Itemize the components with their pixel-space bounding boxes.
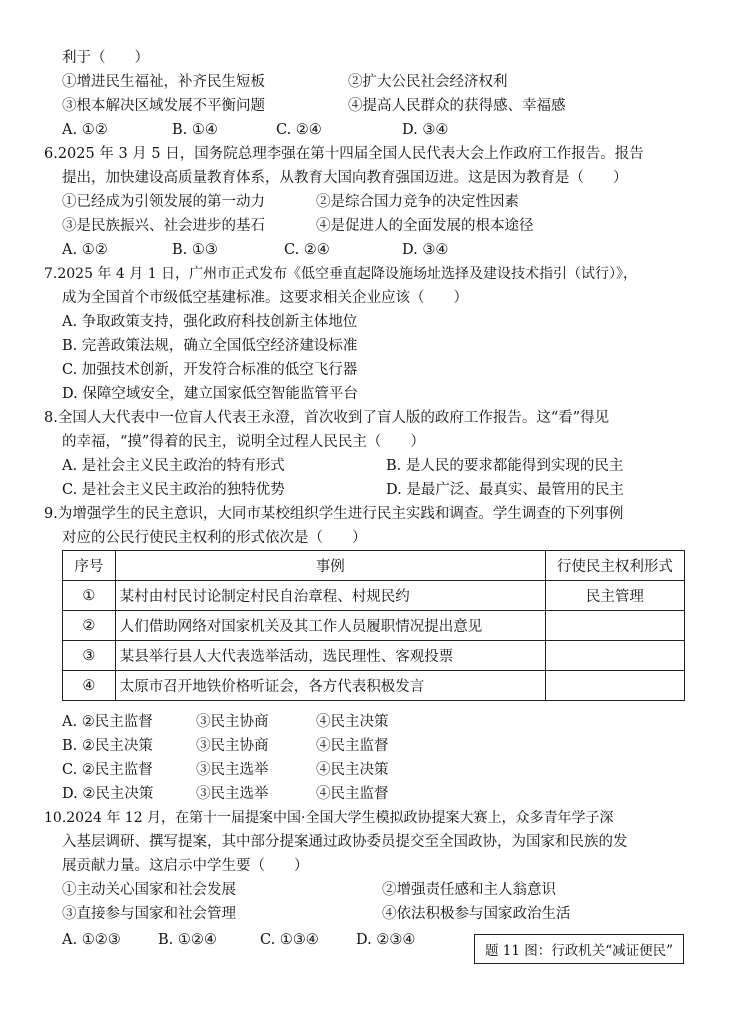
q10-option-1: ①主动关心国家和社会发展 [62,882,236,898]
q8-option-a: A. 是社会主义民主政治的特有形式 [62,458,285,474]
q10-option-3: ③直接参与国家和社会管理 [62,906,236,922]
q10-choice-b: B. ①②④ [158,932,217,948]
q9-row-form [545,641,684,671]
table-row [63,581,685,611]
q6-choice-d: D. ③④ [402,242,449,258]
table-row [63,641,685,671]
table-row [63,611,685,641]
q7-option-a: A. 争取政策支持，强化政府科技创新主体地位 [62,314,358,330]
q9-option-b-part1: B. ②民主决策 [62,738,153,754]
q5-choice-c: C. ②④ [276,122,322,138]
q6-choice-a: A. ①② [62,242,108,258]
q5-option-4: ④提高人民群众的获得感、幸福感 [348,98,566,114]
q9-row-event: 人们借助网络对国家机关及其工作人员履职情况提出意见 [115,611,545,641]
q5-choice-d: D. ③④ [402,122,449,138]
q9-table [62,550,685,701]
q7-stem-line1: 7.2025 年 4 月 1 日，广州市正式发布《低空垂直起降设施场址选择及建设技术指引（试行）》， [44,266,638,282]
q9-row-number: ④ [63,671,116,701]
q9-row-form [545,671,684,701]
q7-option-d: D. 保障空域安全，建立国家低空智能监管平台 [62,386,358,402]
q10-stem-line1: 10.2024 年 12 月，在第十一届提案中国·全国大学生模拟政协提案大赛上，众多青年学子深 [44,810,614,826]
q9-header-form: 行使民主权利形式 [545,551,684,581]
q9-stem-line2: 对应的公民行使民主权利的形式依次是（ ） [62,530,367,546]
q10-choice-d: D. ②③④ [356,932,416,948]
q9-row-event: 某村由村民讨论制定村民自治章程、村规民约 [115,581,545,611]
q5-stem-tail: 利于（ ） [62,50,149,66]
q9-header-number: 序号 [63,551,116,581]
q10-choice-c: C. ①③④ [260,932,319,948]
q9-option-a-part2: ③民主协商 [196,714,269,730]
q10-option-2: ②增强责任感和主人翁意识 [382,882,556,898]
q6-choice-b: B. ①③ [172,242,218,258]
q9-row-number: ③ [63,641,116,671]
q9-option-a-part1: A. ②民主监督 [62,714,153,730]
q9-option-a-part3: ④民主决策 [316,714,389,730]
q5-option-3: ③根本解决区域发展不平衡问题 [62,98,265,114]
q8-option-d: D. 是最广泛、最真实、最管用的民主 [386,482,624,498]
q9-row-event: 某县举行县人大代表选举活动，选民理性、客观投票 [115,641,545,671]
q9-option-d-part1: D. ②民主决策 [62,786,154,802]
q9-row-form [545,611,684,641]
q9-row-form: 民主管理 [545,581,684,611]
q9-row-number: ① [63,581,116,611]
table-row [63,671,685,701]
q9-row-event: 太原市召开地铁价格听证会，各方代表积极发言 [115,671,545,701]
q9-table-header [63,551,685,581]
q8-stem-line2: 的幸福，“摸”得着的民主，说明全过程人民民主（ ） [62,434,425,450]
q9-option-b-part2: ③民主协商 [196,738,269,754]
q6-option-3: ③是民族振兴、社会进步的基石 [62,218,265,234]
q9-option-c-part1: C. ②民主监督 [62,762,153,778]
q5-choice-a: A. ①② [62,122,108,138]
q9-option-b-part3: ④民主监督 [316,738,389,754]
q9-row-number: ② [63,611,116,641]
q7-option-b: B. 完善政策法规，确立全国低空经济建设标准 [62,338,358,354]
q6-stem-line2: 提出，加快建设高质量教育体系，从教育大国向教育强国迈进。这是因为教育是（ ） [62,170,628,186]
q7-stem-line2: 成为全国首个市级低空基建标准。这要求相关企业应该（ ） [62,290,468,306]
q9-option-c-part2: ③民主选举 [196,762,269,778]
q8-option-c: C. 是社会主义民主政治的独特优势 [62,482,285,498]
q10-stem-line3: 展贡献力量。这启示中学生要（ ） [62,858,309,874]
q9-option-c-part3: ④民主决策 [316,762,389,778]
figure-11-caption: 题 11 图：行政机关“减证便民” [474,934,684,964]
q5-option-1: ①增进民生福祉，补齐民生短板 [62,74,265,90]
q9-option-d-part2: ③民主选举 [196,786,269,802]
q6-option-2: ②是综合国力竞争的决定性因素 [316,194,519,210]
q6-stem-line1: 6.2025 年 3 月 5 日，国务院总理李强在第十四届全国人民代表大会上作政府工作报告。报告 [44,146,644,162]
q6-option-4: ④是促进人的全面发展的根本途径 [316,218,534,234]
q9-option-d-part3: ④民主监督 [316,786,389,802]
q10-option-4: ④依法积极参与国家政治生活 [382,906,571,922]
q10-choice-a: A. ①②③ [62,932,121,948]
q5-choice-b: B. ①④ [172,122,218,138]
q9-stem-line1: 9.为增强学生的民主意识，大同市某校组织学生进行民主实践和调查。学生调查的下列事例 [44,506,624,522]
q5-option-2: ②扩大公民社会经济权利 [348,74,508,90]
q7-option-c: C. 加强技术创新，开发符合标准的低空飞行器 [62,362,358,378]
q8-option-b: B. 是人民的要求都能得到实现的民主 [386,458,624,474]
q9-header-event: 事例 [115,551,545,581]
q6-option-1: ①已经成为引领发展的第一动力 [62,194,265,210]
q8-stem-line1: 8.全国人大代表中一位盲人代表王永澄，首次收到了盲人版的政府工作报告。这“看”得见 [44,410,610,426]
q6-choice-c: C. ②④ [284,242,330,258]
q10-stem-line2: 入基层调研、撰写提案，其中部分提案通过政协委员提交至全国政协，为国家和民族的发 [62,834,628,850]
